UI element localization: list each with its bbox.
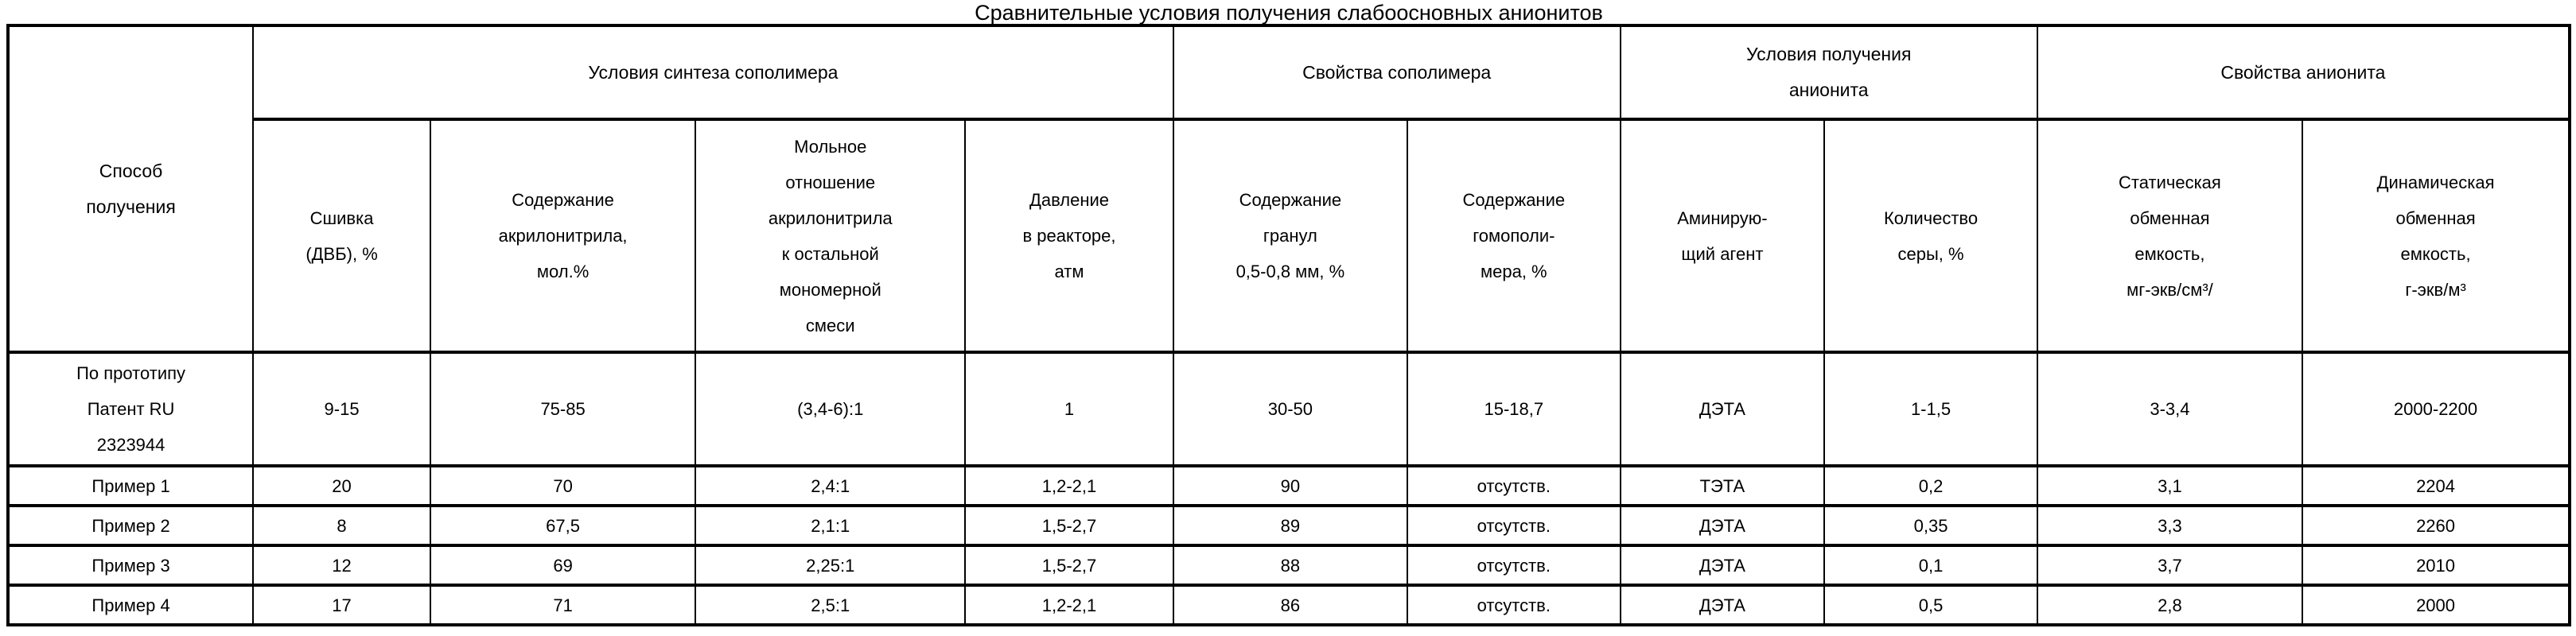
data-cell: 1,2-2,1: [965, 585, 1173, 625]
data-cell: 3,3: [2037, 506, 2302, 545]
data-cell: 75-85: [430, 352, 695, 466]
data-cell: отсутств.: [1407, 585, 1621, 625]
sub-header-cell: Мольное отношение акрилонитрила к остальной мономерной смеси: [695, 119, 965, 352]
data-cell: 2010: [2302, 545, 2570, 585]
data-cell: 71: [430, 585, 695, 625]
data-cell: 1: [965, 352, 1173, 466]
table-row: [8, 506, 2570, 545]
data-cell: 1,5-2,7: [965, 545, 1173, 585]
sub-header-row: [8, 119, 2570, 352]
table-row: [8, 466, 2570, 506]
data-cell: 0,5: [1824, 585, 2037, 625]
group-header-row: [8, 25, 2570, 119]
sub-header-cell: Содержание акрилонитрила, мол.%: [430, 119, 695, 352]
data-cell: 3,7: [2037, 545, 2302, 585]
table-title: Сравнительные условия получения слабоосновных анионитов: [975, 1, 1603, 25]
row-label: Пример 3: [8, 545, 253, 585]
data-cell: ДЭТА: [1621, 545, 1825, 585]
row-label: Пример 4: [8, 585, 253, 625]
data-cell: 1-1,5: [1824, 352, 2037, 466]
sub-header-cell: Статическая обменная емкость, мг-экв/см³/: [2037, 119, 2302, 352]
data-cell: 3-3,4: [2037, 352, 2302, 466]
group-header-copolymer-synthesis: Условия синтеза сополимера: [253, 25, 1173, 119]
comparison-table: [6, 24, 2571, 626]
data-cell: 0,35: [1824, 506, 2037, 545]
data-cell: 2204: [2302, 466, 2570, 506]
data-cell: 2260: [2302, 506, 2570, 545]
row-label: Пример 1: [8, 466, 253, 506]
data-cell: отсутств.: [1407, 506, 1621, 545]
data-cell: 1,2-2,1: [965, 466, 1173, 506]
data-cell: ДЭТА: [1621, 585, 1825, 625]
data-cell: 0,1: [1824, 545, 2037, 585]
data-cell: 2000-2200: [2302, 352, 2570, 466]
data-cell: 20: [253, 466, 430, 506]
row-label: По прототипу Патент RU 2323944: [8, 352, 253, 466]
data-cell: 2000: [2302, 585, 2570, 625]
data-cell: 88: [1173, 545, 1407, 585]
data-cell: 89: [1173, 506, 1407, 545]
sub-header-cell: Давление в реакторе, атм: [965, 119, 1173, 352]
table-row: [8, 545, 2570, 585]
data-cell: ТЭТА: [1621, 466, 1825, 506]
data-cell: ДЭТА: [1621, 352, 1825, 466]
data-cell: 8: [253, 506, 430, 545]
sub-header-cell: Сшивка (ДВБ), %: [253, 119, 430, 352]
data-cell: 2,25:1: [695, 545, 965, 585]
table-row: [8, 352, 2570, 466]
data-cell: 2,1:1: [695, 506, 965, 545]
data-cell: 30-50: [1173, 352, 1407, 466]
data-cell: 3,1: [2037, 466, 2302, 506]
data-cell: 69: [430, 545, 695, 585]
sub-header-cell: Содержание гранул 0,5-0,8 мм, %: [1173, 119, 1407, 352]
table-row: [8, 585, 2570, 625]
row-label: Пример 2: [8, 506, 253, 545]
data-cell: 15-18,7: [1407, 352, 1621, 466]
group-header-copolymer-properties: Свойства сополимера: [1173, 25, 1621, 119]
sub-header-cell: Содержание гомополи- мера, %: [1407, 119, 1621, 352]
data-cell: 67,5: [430, 506, 695, 545]
sub-header-cell: Аминирую- щий агент: [1621, 119, 1825, 352]
data-cell: 0,2: [1824, 466, 2037, 506]
data-cell: 17: [253, 585, 430, 625]
data-cell: (3,4-6):1: [695, 352, 965, 466]
data-cell: 70: [430, 466, 695, 506]
data-cell: 2,8: [2037, 585, 2302, 625]
data-cell: отсутств.: [1407, 545, 1621, 585]
data-cell: 90: [1173, 466, 1407, 506]
sub-header-cell: Динамическая обменная емкость, г-экв/м³: [2302, 119, 2570, 352]
data-cell: 2,5:1: [695, 585, 965, 625]
data-cell: 2,4:1: [695, 466, 965, 506]
group-header-anionite-conditions: Условия получения анионита: [1621, 25, 2037, 119]
data-cell: 1,5-2,7: [965, 506, 1173, 545]
data-cell: ДЭТА: [1621, 506, 1825, 545]
data-cell: 12: [253, 545, 430, 585]
group-header-anionite-properties: Свойства анионита: [2037, 25, 2570, 119]
data-cell: 86: [1173, 585, 1407, 625]
sub-header-cell: Количество серы, %: [1824, 119, 2037, 352]
corner-header-method: Способ получения: [8, 25, 253, 352]
data-cell: отсутств.: [1407, 466, 1621, 506]
data-cell: 9-15: [253, 352, 430, 466]
